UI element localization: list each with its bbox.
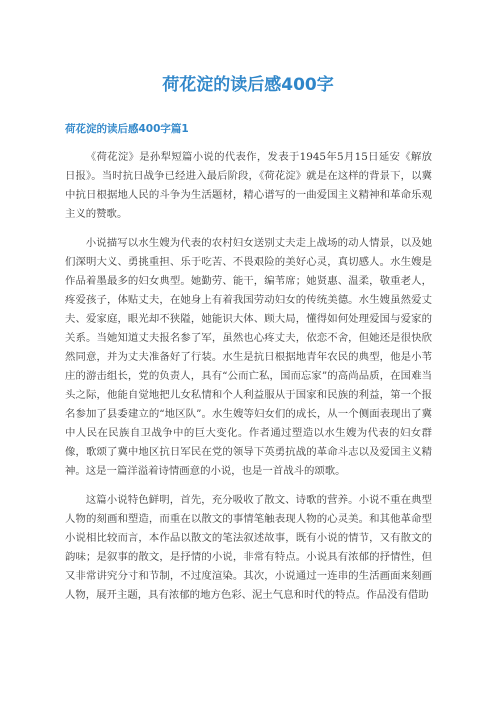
document-title: 荷花淀的读后感400字 xyxy=(162,75,334,95)
body-paragraph: 《荷花淀》是孙犁短篇小说的代表作，发表于1945年5月15日延安《解放日报》。当时抗日战争已经进入最后阶段，《荷花淀》就是在这样的背景下，以冀中抗日根据地人民的斗争为生活题材，精心谱写的一曲爱国主义精神和革命乐观主义的赞歌。 xyxy=(65,151,432,220)
section-heading: 荷花淀的读后感400字篇1 xyxy=(65,123,189,135)
body-paragraph: 小说描写以水生嫂为代表的农村妇女送别丈夫走上战场的动人情景，以及她们深明大义、勇挑重担、乐于吃苦、不畏艰险的美好心灵，真切感人。水生嫂是作品着墨最多的妇女典型。她勤劳、能干，编苇席；她贤惠、温柔，敬重老人，疼爱孩子，体贴丈夫，在她身上有着我国劳动妇女的传统美德。水生嫂虽然爱丈夫、爱家庭，眼光却不狭隘，她能识大体、顾大局，懂得如何处理爱国与爱家的关系。当她知道丈夫报名参了军，虽然也心疼丈夫，依恋不舍，但她还是很快欣然同意，并为丈夫准备好了行装。水生是抗日根据地青年农民的典型，他是小苇庄的游击组长，党的负责人，具有“公而亡私，国而忘家”的高尚品质，在国难当头之际，他能自觉地把儿女私情和个人利益服从于国家和民族的利益，第一个报名参加了县委建立的“地区队”。水生嫂等妇女们的成长，从一个侧面表现出了冀中人民在民族自卫战争中的巨大变化。作者通过塑造以水生嫂为代表的妇女群像，歌颂了冀中地区抗日军民在党的领导下英勇抗战的革命斗志以及爱国主义精神。这是一篇洋溢着诗情画意的小说，也是一首战斗的颂歌。 xyxy=(65,237,432,477)
body-paragraph: 这篇小说特色鲜明，首先，充分吸收了散文、诗歌的营养。小说不重在典型人物的刻画和塑造，而重在以散文的事情笔触表现人物的心灵美。和其他革命型小说相比较而言，本作品以散文的笔法叙述故事，既有小说的情节，又有散文的韵味；是叙事的散文，是抒情的小说，非常有特点。小说具有浓郁的抒情性，但又非常讲究分寸和节制，不过度渲染。其次，小说通过一连串的生活画面来刻画人物，展开主题，具有浓郁的地方色彩、泥土气息和时代的特点。作品没有借助 xyxy=(65,494,432,601)
document-body xyxy=(65,148,432,615)
